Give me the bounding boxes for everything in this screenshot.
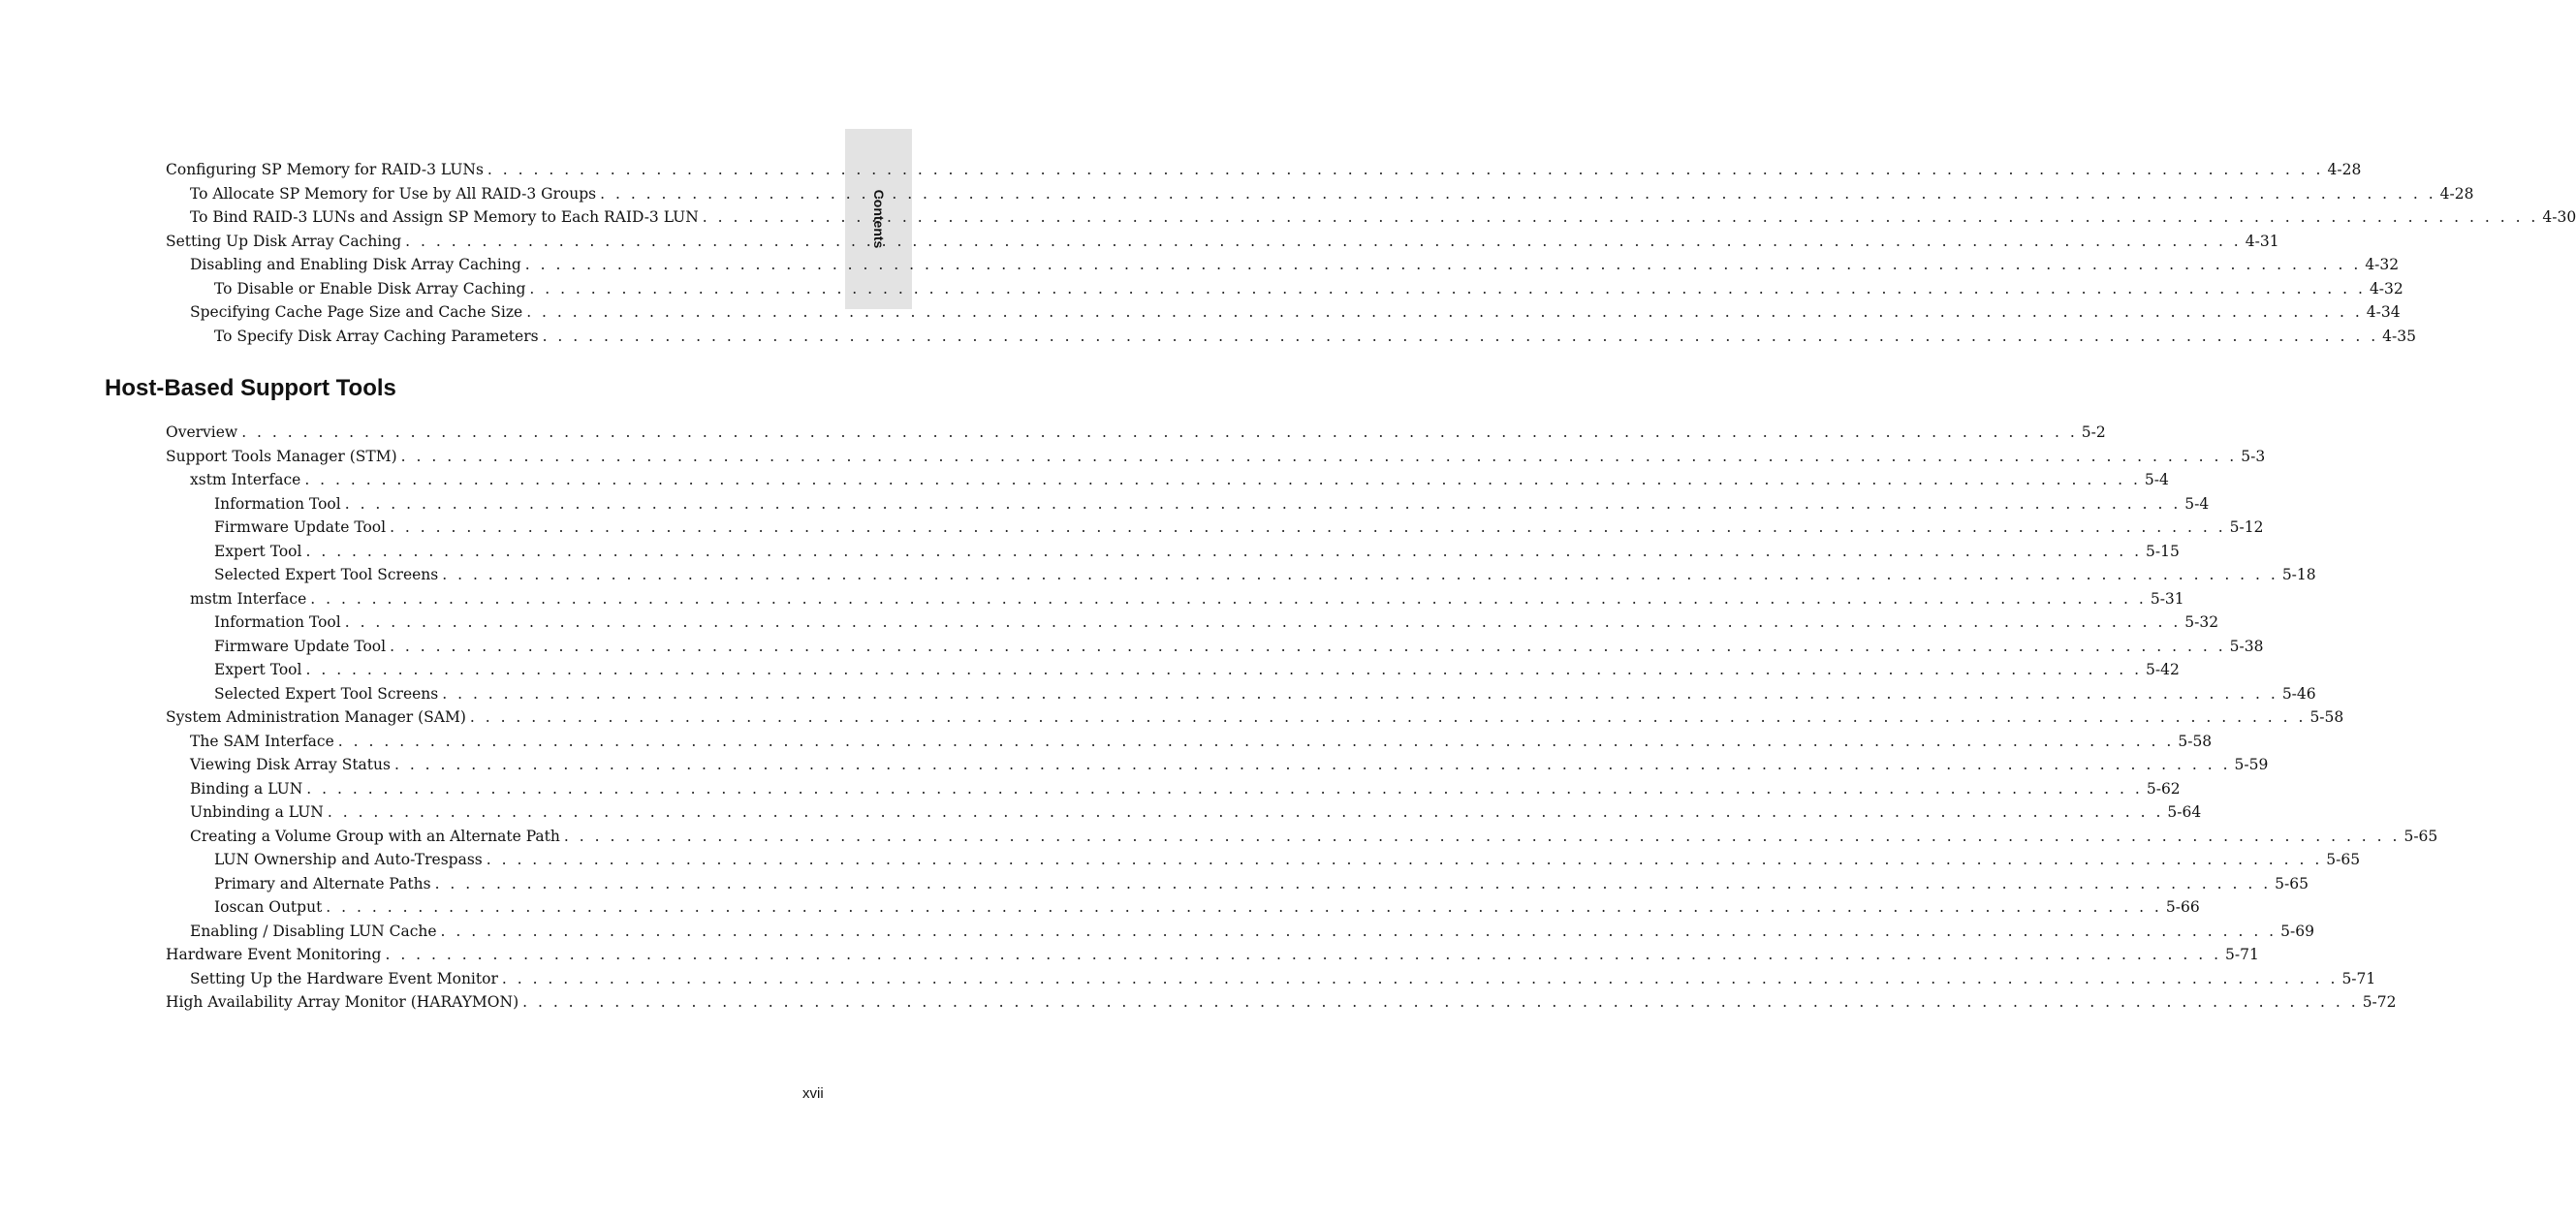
toc-entry-page: 5-3 bbox=[2241, 447, 2266, 465]
toc-entry[interactable] bbox=[166, 468, 2169, 492]
toc-entry-title: Setting Up the Hardware Event Monitor bbox=[190, 969, 498, 987]
toc-entry-page: 5-32 bbox=[2184, 613, 2219, 631]
toc-entry-title: Specifying Cache Page Size and Cache Size bbox=[190, 303, 523, 321]
toc-entry-title: Configuring SP Memory for RAID-3 LUNs bbox=[166, 161, 484, 178]
toc-entry[interactable] bbox=[166, 705, 2344, 730]
toc-entry-page: 5-31 bbox=[2150, 589, 2184, 608]
dot-leader: . . . . . . . . . . . . . . . . . . . . . . . . . . . . . . . . . . . . . . . . . . . . . . . . . . . . . . . . . . . . . . . . . . . . . . . . . . . . . . . . . . . . . . . . . . . . . . . . . . . . . . . . . . . . . . . . . . . . . . . . bbox=[542, 327, 2379, 345]
toc-entry-page: 5-62 bbox=[2146, 779, 2181, 798]
toc-entry[interactable] bbox=[166, 848, 2361, 872]
toc-entry-title: Hardware Event Monitoring bbox=[166, 946, 382, 963]
toc-entry-page: 5-12 bbox=[2229, 518, 2264, 536]
dot-leader: . . . . . . . . . . . . . . . . . . . . . . . . . . . . . . . . . . . . . . . . . . . . . . . . . . . . . . . . . . . . . . . . . . . . . . . . . . . . . . . . . . . . . . . . . . . . . . . . . . . . . . . . . . . . . . . . . . . . . . . . bbox=[529, 279, 2366, 297]
dot-leader: . . . . . . . . . . . . . . . . . . . . . . . . . . . . . . . . . . . . . . . . . . . . . . . . . . . . . . . . . . . . . . . . . . . . . . . . . . . . . . . . . . . . . . . . . . . . . . . . . . . . . . . . . . . . . . . . . . . . . . . . bbox=[390, 637, 2226, 655]
toc-entry-page: 5-4 bbox=[2184, 494, 2210, 513]
toc-entry[interactable] bbox=[166, 253, 2400, 277]
toc-entry[interactable] bbox=[166, 658, 2180, 682]
page-number: xvii bbox=[802, 1085, 824, 1102]
toc-entry-page: 5-64 bbox=[2167, 803, 2202, 821]
toc-entry-page: 4-28 bbox=[2439, 184, 2474, 203]
toc-entry[interactable] bbox=[166, 920, 2314, 944]
toc-entry[interactable] bbox=[166, 800, 2202, 825]
toc-entry-title: Primary and Alternate Paths bbox=[214, 874, 431, 892]
toc-entry[interactable] bbox=[166, 777, 2181, 801]
toc-entry-page: 5-38 bbox=[2229, 637, 2264, 655]
toc-entry-title: To Disable or Enable Disk Array Caching bbox=[214, 279, 526, 297]
dot-leader: . . . . . . . . . . . . . . . . . . . . . . . . . . . . . . . . . . . . . . . . . . . . . . . . . . . . . . . . . . . . . . . . . . . . . . . . . . . . . . . . . . . . . . . . . . . . . . . . . . . . . . . . . . . . . . . . . . . . . . . . bbox=[442, 566, 2278, 583]
toc-entry[interactable] bbox=[166, 753, 2269, 777]
dot-leader: . . . . . . . . . . . . . . . . . . . . . . . . . . . . . . . . . . . . . . . . . . . . . . . . . . . . . . . . . . . . . . . . . . . . . . . . . . . . . . . . . . . . . . . . . . . . . . . . . . . . . . . . . . . . . . . . . . . . . . . . bbox=[524, 256, 2362, 273]
dot-leader: . . . . . . . . . . . . . . . . . . . . . . . . . . . . . . . . . . . . . . . . . . . . . . . . . . . . . . . . . . . . . . . . . . . . . . . . . . . . . . . . . . . . . . . . . . . . . . . . . . . . . . . . . . . . . . . . . . . . . . . . bbox=[501, 969, 2339, 987]
toc-entry-title: Overview bbox=[166, 423, 238, 441]
toc-entry-page: 5-18 bbox=[2281, 566, 2316, 583]
toc-entry-title: To Specify Disk Array Caching Parameters bbox=[214, 327, 539, 345]
toc-entry[interactable] bbox=[166, 300, 2401, 325]
toc-entry[interactable] bbox=[166, 158, 2362, 182]
dot-leader: . . . . . . . . . . . . . . . . . . . . . . . . . . . . . . . . . . . . . . . . . . . . . . . . . . . . . . . . . . . . . . . . . . . . . . . . . . . . . . . . . . . . . . . . . . . . . . . . . . . . . . . . . . . . . . . . . . . . . . . . bbox=[487, 161, 2324, 178]
toc-entry-title: To Allocate SP Memory for Use by All RAID-3 Groups bbox=[190, 184, 597, 203]
toc-entry-title: Ioscan Output bbox=[214, 898, 323, 916]
dot-leader: . . . . . . . . . . . . . . . . . . . . . . . . . . . . . . . . . . . . . . . . . . . . . . . . . . . . . . . . . . . . . . . . . . . . . . . . . . . . . . . . . . . . . . . . . . . . . . . . . . . . . . . . . . . . . . . . . . . . . . . . bbox=[526, 303, 2363, 321]
toc-entry-page: 5-59 bbox=[2234, 756, 2269, 773]
dot-leader: . . . . . . . . . . . . . . . . . . . . . . . . . . . . . . . . . . . . . . . . . . . . . . . . . . . . . . . . . . . . . . . . . . . . . . . . . . . . . . . . . . . . . . . . . . . . . . . . . . . . . . . . . . . . . . . . . . . . . . . . bbox=[486, 851, 2323, 868]
toc-entry-page: 5-71 bbox=[2341, 969, 2376, 987]
toc-entry-title: Creating a Volume Group with an Alternate Path bbox=[190, 827, 560, 845]
toc-entry-page: 5-58 bbox=[2178, 732, 2213, 750]
dot-leader: . . . . . . . . . . . . . . . . . . . . . . . . . . . . . . . . . . . . . . . . . . . . . . . . . . . . . . . . . . . . . . . . . . . . . . . . . . . . . . . . . . . . . . . . . . . . . . . . . . . . . . . . . . . . . . . . . . . . . . . . bbox=[400, 447, 2238, 465]
toc-entry-title: Viewing Disk Array Status bbox=[190, 756, 391, 773]
toc-entry[interactable] bbox=[166, 325, 2416, 349]
toc-entry[interactable] bbox=[166, 825, 2438, 849]
toc-entry-title: Information Tool bbox=[214, 494, 341, 513]
toc-entry[interactable] bbox=[166, 682, 2316, 706]
toc-entry-page: 5-42 bbox=[2146, 661, 2180, 678]
toc-entry-page: 5-46 bbox=[2281, 684, 2316, 703]
dot-leader: . . . . . . . . . . . . . . . . . . . . . . . . . . . . . . . . . . . . . . . . . . . . . . . . . . . . . . . . . . . . . . . . . . . . . . . . . . . . . . . . . . . . . . . . . . . . . . . . . . . . . . . . . . . . . . . . . . . . . . . . bbox=[385, 946, 2222, 963]
toc-entry[interactable] bbox=[166, 540, 2180, 564]
toc-entry-title: Selected Expert Tool Screens bbox=[214, 684, 439, 703]
toc-entry-title: Setting Up Disk Array Caching bbox=[166, 232, 402, 250]
side-tab-label: Contents bbox=[870, 189, 887, 249]
toc-entry-page: 5-65 bbox=[2275, 874, 2309, 892]
dot-leader: . . . . . . . . . . . . . . . . . . . . . . . . . . . . . . . . . . . . . . . . . . . . . . . . . . . . . . . . . . . . . . . . . . . . . . . . . . . . . . . . . . . . . . . . . . . . . . . . . . . . . . . . . . . . . . . . . . . . . . . . bbox=[337, 732, 2175, 750]
toc-entry[interactable] bbox=[166, 516, 2264, 540]
toc-entry-title: mstm Interface bbox=[190, 589, 307, 608]
toc-entry-page: 5-15 bbox=[2146, 542, 2180, 560]
toc-entry-page: 4-34 bbox=[2366, 303, 2401, 321]
toc-entry-page: 5-65 bbox=[2326, 851, 2361, 868]
toc-entry-title: Unbinding a LUN bbox=[190, 803, 324, 821]
toc-entry[interactable] bbox=[166, 990, 2397, 1015]
toc-entry-title: System Administration Manager (SAM) bbox=[166, 708, 466, 726]
dot-leader: . . . . . . . . . . . . . . . . . . . . . . . . . . . . . . . . . . . . . . . . . . . . . . . . . . . . . . . . . . . . . . . . . . . . . . . . . . . . . . . . . . . . . . . . . . . . . . . . . . . . . . . . . . . . . . . . . . . . . . . . bbox=[344, 494, 2182, 513]
toc-entry[interactable] bbox=[166, 445, 2266, 469]
toc-entry-title: High Availability Array Monitor (HARAYMON) bbox=[166, 993, 519, 1011]
toc-entry-title: Enabling / Disabling LUN Cache bbox=[190, 922, 437, 940]
toc-entry-title: Selected Expert Tool Screens bbox=[214, 566, 439, 583]
toc-entry[interactable] bbox=[166, 182, 2474, 206]
toc-entry-title: Expert Tool bbox=[214, 542, 302, 560]
dot-leader: . . . . . . . . . . . . . . . . . . . . . . . . . . . . . . . . . . . . . . . . . . . . . . . . . . . . . . . . . . . . . . . . . . . . . . . . . . . . . . . . . . . . . . . . . . . . . . . . . . . . . . . . . . . . . . . . . . . . . . . . bbox=[563, 827, 2401, 845]
toc-entry-page: 4-31 bbox=[2245, 232, 2279, 250]
toc-entry-page: 5-65 bbox=[2403, 827, 2438, 845]
dot-leader: . . . . . . . . . . . . . . . . . . . . . . . . . . . . . . . . . . . . . . . . . . . . . . . . . . . . . . . . . . . . . . . . . . . . . . . . . . . . . . . . . . . . . . . . . . . . . . . . . . . . . . . . . . . . . . . . . . . . . . . . bbox=[600, 184, 2436, 203]
toc-entry[interactable] bbox=[166, 610, 2219, 635]
toc-entry[interactable] bbox=[166, 730, 2213, 754]
toc-entry-page: 5-2 bbox=[2081, 423, 2106, 441]
toc-entry[interactable] bbox=[166, 421, 2106, 445]
dot-leader: . . . . . . . . . . . . . . . . . . . . . . . . . . . . . . . . . . . . . . . . . . . . . . . . . . . . . . . . . . . . . . . . . . . . . . . . . . . . . . . . . . . . . . . . . . . . . . . . . . . . . . . . . . . . . . . . . . . . . . . . bbox=[522, 993, 2359, 1011]
dot-leader: . . . . . . . . . . . . . . . . . . . . . . . . . . . . . . . . . . . . . . . . . . . . . . . . . . . . . . . . . . . . . . . . . . . . . . . . . . . . . . . . . . . . . . . . . . . . . . . . . . . . . . . . . . . . . . . . . . . . . . . . bbox=[327, 803, 2164, 821]
toc-entry[interactable] bbox=[166, 277, 2403, 301]
toc-entry[interactable] bbox=[166, 205, 2576, 230]
toc-entry[interactable] bbox=[166, 563, 2316, 587]
dot-leader: . . . . . . . . . . . . . . . . . . . . . . . . . . . . . . . . . . . . . . . . . . . . . . . . . . . . . . . . . . . . . . . . . . . . . . . . . . . . . . . . . . . . . . . . . . . . . . . . . . . . . . . . . . . . . . . . . . . . . . . . bbox=[440, 922, 2278, 940]
dot-leader: . . . . . . . . . . . . . . . . . . . . . . . . . . . . . . . . . . . . . . . . . . . . . . . . . . . . . . . . . . . . . . . . . . . . . . . . . . . . . . . . . . . . . . . . . . . . . . . . . . . . . . . . . . . . . . . . . . . . . . . . bbox=[326, 898, 2162, 916]
toc-entry-page: 5-4 bbox=[2144, 471, 2169, 488]
toc-entry[interactable] bbox=[166, 635, 2264, 659]
toc-entry-page: 5-69 bbox=[2280, 922, 2314, 940]
toc-entry-title: Disabling and Enabling Disk Array Caching bbox=[190, 256, 521, 273]
dot-leader: . . . . . . . . . . . . . . . . . . . . . . . . . . . . . . . . . . . . . . . . . . . . . . . . . . . . . . . . . . . . . . . . . . . . . . . . . . . . . . . . . . . . . . . . . . . . . . . . . . . . . . . . . . . . . . . . . . . . . . . . bbox=[702, 208, 2539, 226]
toc-entry-page: 5-58 bbox=[2309, 708, 2344, 726]
toc-entry-page: 5-71 bbox=[2225, 946, 2259, 963]
toc-entry[interactable] bbox=[166, 492, 2210, 517]
toc-entry-title: xstm Interface bbox=[190, 471, 301, 488]
toc-entry-page: 4-30 bbox=[2542, 208, 2576, 226]
toc-entry-title: LUN Ownership and Auto-Trespass bbox=[214, 851, 483, 868]
dot-leader: . . . . . . . . . . . . . . . . . . . . . . . . . . . . . . . . . . . . . . . . . . . . . . . . . . . . . . . . . . . . . . . . . . . . . . . . . . . . . . . . . . . . . . . . . . . . . . . . . . . . . . . . . . . . . . . . . . . . . . . . bbox=[241, 423, 2078, 441]
toc-entry-title: Information Tool bbox=[214, 613, 341, 631]
dot-leader: . . . . . . . . . . . . . . . . . . . . . . . . . . . . . . . . . . . . . . . . . . . . . . . . . . . . . . . . . . . . . . . . . . . . . . . . . . . . . . . . . . . . . . . . . . . . . . . . . . . . . . . . . . . . . . . . . . . . . . . . bbox=[305, 542, 2143, 560]
toc-entry-title: Binding a LUN bbox=[190, 779, 303, 798]
toc-entry-title: Support Tools Manager (STM) bbox=[166, 447, 397, 465]
toc-entry[interactable] bbox=[166, 943, 2259, 967]
toc-entry[interactable] bbox=[166, 872, 2309, 896]
toc-entry-page: 4-32 bbox=[2365, 256, 2400, 273]
toc-entry-page: 5-66 bbox=[2165, 898, 2200, 916]
toc-entry-page: 4-28 bbox=[2327, 161, 2362, 178]
toc-entry-page: 5-72 bbox=[2362, 993, 2397, 1011]
toc-chapter-entries bbox=[166, 421, 2438, 1015]
toc-entry[interactable] bbox=[166, 895, 2200, 920]
dot-leader: . . . . . . . . . . . . . . . . . . . . . . . . . . . . . . . . . . . . . . . . . . . . . . . . . . . . . . . . . . . . . . . . . . . . . . . . . . . . . . . . . . . . . . . . . . . . . . . . . . . . . . . . . . . . . . . . . . . . . . . . bbox=[390, 518, 2226, 536]
toc-entry-page: 4-35 bbox=[2382, 327, 2416, 345]
dot-leader: . . . . . . . . . . . . . . . . . . . . . . . . . . . . . . . . . . . . . . . . . . . . . . . . . . . . . . . . . . . . . . . . . . . . . . . . . . . . . . . . . . . . . . . . . . . . . . . . . . . . . . . . . . . . . . . . . . . . . . . . bbox=[405, 232, 2242, 250]
dot-leader: . . . . . . . . . . . . . . . . . . . . . . . . . . . . . . . . . . . . . . . . . . . . . . . . . . . . . . . . . . . . . . . . . . . . . . . . . . . . . . . . . . . . . . . . . . . . . . . . . . . . . . . . . . . . . . . . . . . . . . . . bbox=[310, 589, 2147, 608]
dot-leader: . . . . . . . . . . . . . . . . . . . . . . . . . . . . . . . . . . . . . . . . . . . . . . . . . . . . . . . . . . . . . . . . . . . . . . . . . . . . . . . . . . . . . . . . . . . . . . . . . . . . . . . . . . . . . . . . . . . . . . . . bbox=[393, 756, 2231, 773]
toc-entry-title: The SAM Interface bbox=[190, 732, 334, 750]
dot-leader: . . . . . . . . . . . . . . . . . . . . . . . . . . . . . . . . . . . . . . . . . . . . . . . . . . . . . . . . . . . . . . . . . . . . . . . . . . . . . . . . . . . . . . . . . . . . . . . . . . . . . . . . . . . . . . . . . . . . . . . . bbox=[442, 684, 2278, 703]
toc-entry-title: Expert Tool bbox=[214, 661, 302, 678]
dot-leader: . . . . . . . . . . . . . . . . . . . . . . . . . . . . . . . . . . . . . . . . . . . . . . . . . . . . . . . . . . . . . . . . . . . . . . . . . . . . . . . . . . . . . . . . . . . . . . . . . . . . . . . . . . . . . . . . . . . . . . . . bbox=[469, 708, 2307, 726]
dot-leader: . . . . . . . . . . . . . . . . . . . . . . . . . . . . . . . . . . . . . . . . . . . . . . . . . . . . . . . . . . . . . . . . . . . . . . . . . . . . . . . . . . . . . . . . . . . . . . . . . . . . . . . . . . . . . . . . . . . . . . . . bbox=[344, 613, 2182, 631]
toc-entry-title: Firmware Update Tool bbox=[214, 518, 387, 536]
toc-entry[interactable] bbox=[166, 230, 2279, 254]
dot-leader: . . . . . . . . . . . . . . . . . . . . . . . . . . . . . . . . . . . . . . . . . . . . . . . . . . . . . . . . . . . . . . . . . . . . . . . . . . . . . . . . . . . . . . . . . . . . . . . . . . . . . . . . . . . . . . . . . . . . . . . . bbox=[434, 874, 2272, 892]
toc-entry-page: 4-32 bbox=[2369, 279, 2403, 297]
dot-leader: . . . . . . . . . . . . . . . . . . . . . . . . . . . . . . . . . . . . . . . . . . . . . . . . . . . . . . . . . . . . . . . . . . . . . . . . . . . . . . . . . . . . . . . . . . . . . . . . . . . . . . . . . . . . . . . . . . . . . . . . bbox=[304, 471, 2141, 488]
toc-entry[interactable] bbox=[166, 587, 2184, 611]
chapter-title: Host-Based Support Tools bbox=[105, 375, 396, 401]
dot-leader: . . . . . . . . . . . . . . . . . . . . . . . . . . . . . . . . . . . . . . . . . . . . . . . . . . . . . . . . . . . . . . . . . . . . . . . . . . . . . . . . . . . . . . . . . . . . . . . . . . . . . . . . . . . . . . . . . . . . . . . . bbox=[306, 779, 2143, 798]
toc-entry[interactable] bbox=[166, 967, 2376, 991]
dot-leader: . . . . . . . . . . . . . . . . . . . . . . . . . . . . . . . . . . . . . . . . . . . . . . . . . . . . . . . . . . . . . . . . . . . . . . . . . . . . . . . . . . . . . . . . . . . . . . . . . . . . . . . . . . . . . . . . . . . . . . . . bbox=[305, 661, 2143, 678]
toc-entry-title: To Bind RAID-3 LUNs and Assign SP Memory to Each RAID-3 LUN bbox=[190, 208, 699, 226]
toc-entry-title: Firmware Update Tool bbox=[214, 637, 387, 655]
